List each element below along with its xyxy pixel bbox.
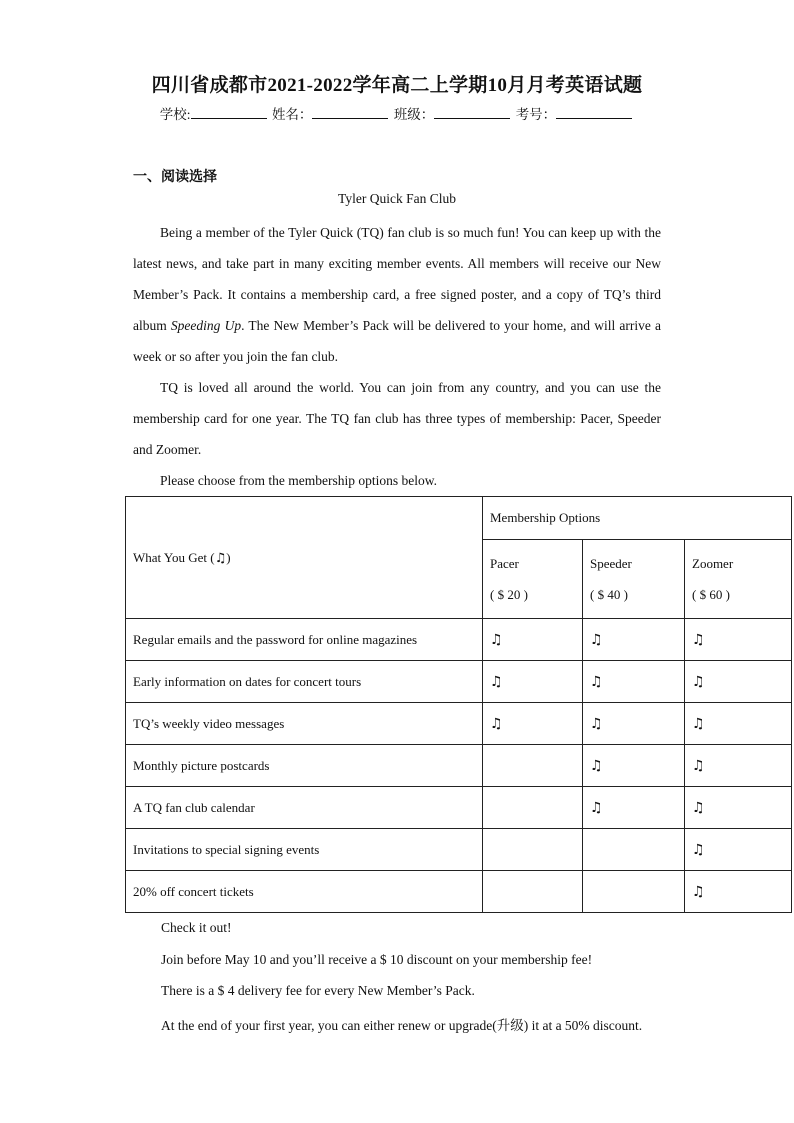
table-row <box>126 871 792 913</box>
music-note-icon: ♫ <box>490 631 503 648</box>
what-you-get-label: What You Get ( <box>133 549 215 565</box>
note-check-it-out: Check it out! <box>161 920 232 935</box>
class-label: 班级： <box>393 107 435 122</box>
pacer-check-cell <box>483 619 583 661</box>
music-note-icon: ♫ <box>692 883 705 900</box>
zoomer-check-cell <box>685 619 792 661</box>
number-blank <box>556 106 632 119</box>
feature-cell: A TQ fan club calendar <box>126 787 483 829</box>
paragraph-1 <box>133 217 661 372</box>
speeder-name: Speeder <box>590 556 632 571</box>
zoomer-check-cell <box>685 787 792 829</box>
music-note-icon: ♫ <box>692 631 705 648</box>
zoomer-check-cell <box>685 829 792 871</box>
table-row <box>126 619 792 661</box>
what-you-get-close: ) <box>226 549 231 565</box>
table-row <box>126 829 792 871</box>
pacer-check-cell <box>483 871 583 913</box>
feature-cell: TQ’s weekly video messages <box>126 703 483 745</box>
what-you-get-cell <box>126 497 483 619</box>
p1-text-a: Being a member of the Tyler Quick (TQ) fan club is so much fun! You can keep up with the latest news, and take part in many exciting member events. All members will receive our New Member’s Pack. It contains a membership card, a free signed poster, and a copy of TQ’s third album <box>133 225 661 333</box>
music-note-icon: ♫ <box>590 715 603 732</box>
pacer-price: ( $ 20 ) <box>490 587 528 602</box>
passage-title: Tyler Quick Fan Club <box>338 191 456 206</box>
student-info-line <box>0 103 794 123</box>
pacer-check-cell <box>483 661 583 703</box>
music-note-icon: ♫ <box>490 715 503 732</box>
speeder-check-cell <box>583 703 685 745</box>
p1-text-b: . The New Member’s Pack will be delivered to your home, and will arrive a week or so after you join the fan club. <box>133 318 662 364</box>
paragraph-2 <box>133 372 661 465</box>
speeder-check-cell <box>583 787 685 829</box>
zoomer-check-cell <box>685 871 792 913</box>
membership-options-header: Membership Options <box>483 497 792 540</box>
pacer-header <box>483 540 583 619</box>
feature-cell: Invitations to special signing events <box>126 829 483 871</box>
zoomer-check-cell <box>685 661 792 703</box>
speeder-check-cell <box>583 661 685 703</box>
feature-cell: Early information on dates for concert tours <box>126 661 483 703</box>
album-title: Speeding Up <box>170 318 242 333</box>
music-note-icon: ♫ <box>692 841 705 858</box>
name-label: 姓名： <box>271 107 313 122</box>
pacer-name: Pacer <box>490 556 519 571</box>
music-note-icon: ♫ <box>692 715 705 732</box>
zoomer-header <box>685 540 792 619</box>
music-note-icon: ♫ <box>590 631 603 648</box>
zoomer-check-cell <box>685 745 792 787</box>
pacer-check-cell <box>483 745 583 787</box>
zoomer-name: Zoomer <box>692 556 734 571</box>
class-blank <box>434 106 510 119</box>
speeder-check-cell <box>583 871 685 913</box>
table-row <box>126 703 792 745</box>
p2-text: TQ is loved all around the world. You can join from any country, and you can use the membership card for one year. The TQ fan club has three types of membership: Pacer, Speeder and Zoomer. <box>133 380 661 457</box>
zoomer-check-cell <box>685 703 792 745</box>
membership-rows <box>126 619 792 913</box>
note-discount: Join before May 10 and you’ll receive a $ 10 discount on your membership fee! <box>161 952 593 967</box>
number-label: 考号： <box>515 107 557 122</box>
music-note-icon: ♫ <box>692 673 705 690</box>
note-renewal: At the end of your first year, you can either renew or upgrade(升级) it at a 50% discount. <box>161 1018 643 1033</box>
music-note-icon: ♫ <box>692 799 705 816</box>
table-row <box>126 787 792 829</box>
feature-cell: Regular emails and the password for online magazines <box>126 619 483 661</box>
pacer-check-cell <box>483 703 583 745</box>
speeder-check-cell <box>583 619 685 661</box>
p3-text: Please choose from the membership options below. <box>160 473 437 488</box>
section-heading: 一、阅读选择 <box>133 170 217 185</box>
music-note-icon: ♫ <box>590 757 603 774</box>
music-note-icon: ♫ <box>590 673 603 690</box>
music-note-icon: ♫ <box>590 799 603 816</box>
music-note-icon: ♫ <box>490 673 503 690</box>
feature-cell: 20% off concert tickets <box>126 871 483 913</box>
speeder-check-cell <box>583 745 685 787</box>
paragraph-3 <box>133 465 661 496</box>
speeder-price: ( $ 40 ) <box>590 587 628 602</box>
exam-title: 四川省成都市2021-2022学年高二上学期10月月考英语试题 <box>151 75 643 96</box>
speeder-header <box>583 540 685 619</box>
music-note-icon: ♫ <box>214 550 227 566</box>
zoomer-price: ( $ 60 ) <box>692 587 730 602</box>
school-blank <box>191 106 267 119</box>
speeder-check-cell <box>583 829 685 871</box>
feature-cell: Monthly picture postcards <box>126 745 483 787</box>
name-blank <box>312 106 388 119</box>
music-note-icon: ♫ <box>692 757 705 774</box>
note-delivery-fee: There is a $ 4 delivery fee for every New Member’s Pack. <box>161 983 475 998</box>
table-row <box>126 661 792 703</box>
pacer-check-cell <box>483 829 583 871</box>
school-label: 学校: <box>159 107 191 122</box>
table-row <box>126 745 792 787</box>
membership-table <box>125 496 792 913</box>
pacer-check-cell <box>483 787 583 829</box>
